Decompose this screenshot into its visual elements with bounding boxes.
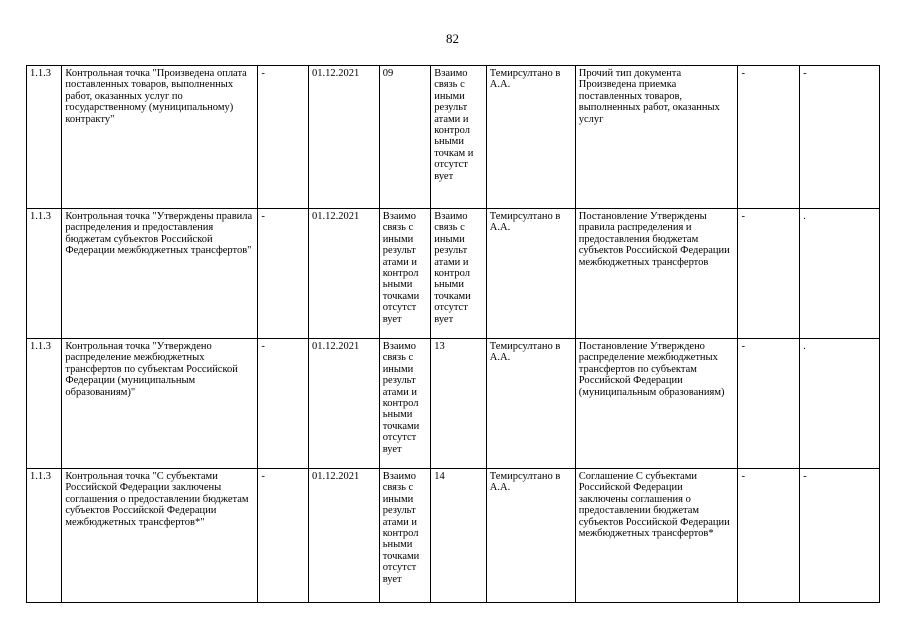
link-description: Взаимо связь с иными результ атами и контрол ьными точкам и отсутст вует (431, 66, 487, 209)
note: . (800, 209, 880, 339)
information-system: - (738, 66, 800, 209)
control-points-table (26, 65, 880, 603)
due-date: 01.12.2021 (308, 469, 379, 603)
control-point-name: Контрольная точка "Утверждено распределение межбюджетных трансфертов по субъектам Российской Федерации (муниципальным образованиям)" (62, 339, 258, 469)
note: . (800, 339, 880, 469)
document-type: Постановление Утверждено распределение межбюджетных трансфертов по субъектам Российской Федерации (муниципальным образованиям) (575, 339, 738, 469)
page-number: 82 (446, 31, 459, 46)
table-row (27, 66, 880, 209)
table-row (27, 209, 880, 339)
row-number: 1.1.3 (27, 339, 62, 469)
base-value: - (258, 469, 309, 603)
due-date: 01.12.2021 (308, 339, 379, 469)
document-type: Прочий тип документа Произведена приемка поставленных товаров, выполненных работ, оказанных услуг (575, 66, 738, 209)
link-code: Взаимо связь с иными результ атами и контрол ьными точками отсутст вует (379, 469, 431, 603)
link-code: Взаимо связь с иными результ атами и контрол ьными точками отсутст вует (379, 209, 431, 339)
control-point-name: Контрольная точка "Утверждены правила распределения и предоставления бюджетам субъектов Российской Федерации межбюджетных трансфертов" (62, 209, 258, 339)
note: - (800, 66, 880, 209)
note: - (800, 469, 880, 603)
table-row (27, 339, 880, 469)
row-number: 1.1.3 (27, 66, 62, 209)
responsible-person: Темирсултано в А.А. (486, 66, 575, 209)
responsible-person: Темирсултано в А.А. (486, 209, 575, 339)
control-point-name: Контрольная точка "С субъектами Российской Федерации заключены соглашения о предоставлении бюджетам субъектов Российской Федерации межбюджетных трансфертов*" (62, 469, 258, 603)
responsible-person: Темирсултано в А.А. (486, 469, 575, 603)
information-system: - (738, 469, 800, 603)
base-value: - (258, 66, 309, 209)
base-value: - (258, 339, 309, 469)
table-row (27, 469, 880, 603)
link-description: 14 (431, 469, 487, 603)
due-date: 01.12.2021 (308, 209, 379, 339)
document-type: Соглашение С субъектами Российской Федерации заключены соглашения о предоставлении бюджетам субъектов Российской Федерации межбюджетных трансфертов* (575, 469, 738, 603)
due-date: 01.12.2021 (308, 66, 379, 209)
link-description: 13 (431, 339, 487, 469)
information-system: - (738, 209, 800, 339)
document-type: Постановление Утверждены правила распределения и предоставления бюджетам субъектов Российской Федерации межбюджетных трансфертов (575, 209, 738, 339)
row-number: 1.1.3 (27, 209, 62, 339)
link-description: Взаимо связь с иными результ атами и контрол ьными точками отсутст вует (431, 209, 487, 339)
information-system: - (738, 339, 800, 469)
base-value: - (258, 209, 309, 339)
link-code: Взаимо связь с иными результ атами и контрол ьными точками отсутст вует (379, 339, 431, 469)
link-code: 09 (379, 66, 431, 209)
responsible-person: Темирсултано в А.А. (486, 339, 575, 469)
control-point-name: Контрольная точка "Произведена оплата поставленных товаров, выполненных работ, оказанных услуг по государственному (муниципальному) контракту" (62, 66, 258, 209)
row-number: 1.1.3 (27, 469, 62, 603)
